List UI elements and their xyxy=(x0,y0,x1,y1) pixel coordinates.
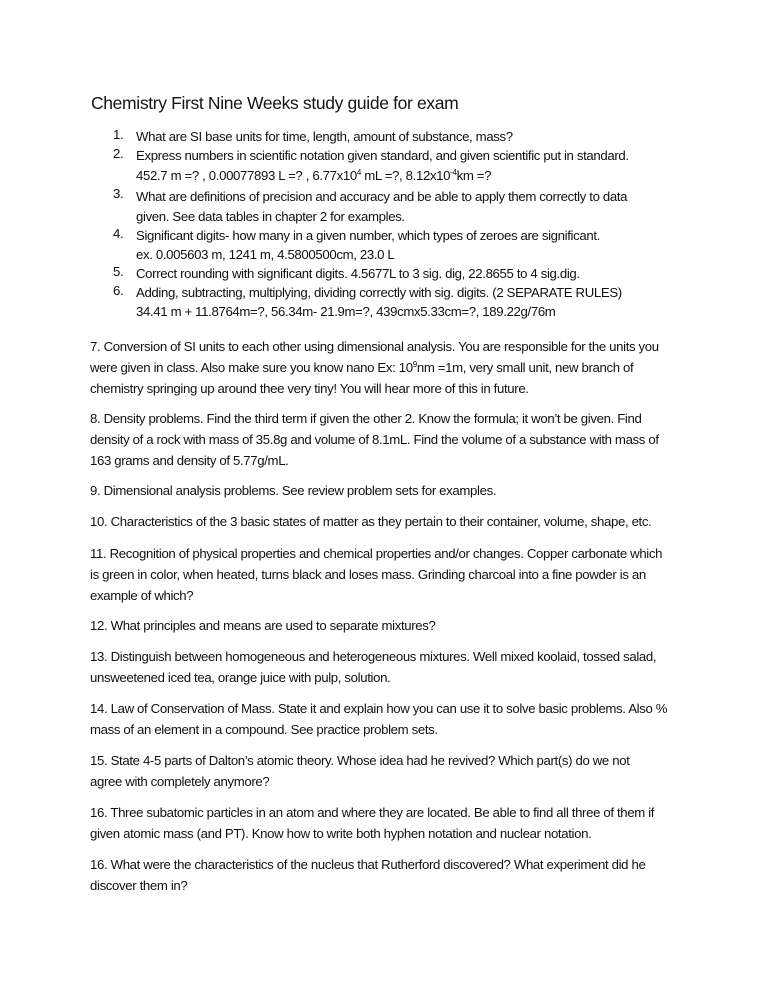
paragraph-16-subatomic xyxy=(90,802,654,844)
paragraph-line: given atomic mass (and PT). Know how to write both hyphen notation and nuclear notation. xyxy=(90,826,592,841)
list-number: 3. xyxy=(113,186,124,201)
paragraph-line: 8. Density problems. Find the third term if given the other 2. Know the formula; it won’t be given. Find xyxy=(90,411,642,426)
paragraph-line: 14. Law of Conservation of Mass. State it and explain how you can use it to solve basic problems. Also % xyxy=(90,701,668,716)
list-item-4 xyxy=(0,226,768,264)
paragraph-line: 12. What principles and means are used to separate mixtures? xyxy=(90,618,436,633)
paragraph-10 xyxy=(90,511,651,532)
text-run: nm =1m, very small unit, new branch of xyxy=(416,360,634,375)
list-item-2 xyxy=(0,146,768,186)
list-text: 34.41 m + 11.8764m=?, 56.34m- 21.9m=?, 439cmx5.33cm=?, 189.22g/76m xyxy=(136,304,556,319)
paragraph-line: 16. What were the characteristics of the nucleus that Rutherford discovered? What experiment did he xyxy=(90,857,646,872)
paragraph-line: discover them in? xyxy=(90,878,188,893)
paragraph-13 xyxy=(90,646,656,688)
list-item-1 xyxy=(0,127,768,146)
page-title: Chemistry First Nine Weeks study guide for exam xyxy=(91,93,459,113)
text-run: were given in class. Also make sure you know nano Ex: 10 xyxy=(90,360,413,375)
paragraph-line: mass of an element in a compound. See practice problem sets. xyxy=(90,722,438,737)
list-number: 1. xyxy=(113,127,124,142)
paragraph-line: unsweetened iced tea, orange juice with pulp, solution. xyxy=(90,670,391,685)
paragraph-line: density of a rock with mass of 35.8g and volume of 8.1mL. Find the volume of a substance with mass of xyxy=(90,432,659,447)
paragraph-line: 10. Characteristics of the 3 basic states of matter as they pertain to their container, volume, shape, etc. xyxy=(90,514,652,529)
list-text: Express numbers in scientific notation given standard, and given scientific put in standard. xyxy=(136,148,629,163)
superscript: 4 xyxy=(356,168,361,177)
paragraph-line: 163 grams and density of 5.77g/mL. xyxy=(90,453,289,468)
list-number: 2. xyxy=(113,146,124,161)
list-text: Significant digits- how many in a given number, which types of zeroes are significant. xyxy=(136,228,600,243)
paragraph-line: 11. Recognition of physical properties and chemical properties and/or changes. Copper carbonate which xyxy=(90,546,663,561)
paragraph-15 xyxy=(90,750,630,792)
list-number: 4. xyxy=(113,226,124,241)
paragraph-line: is green in color, when heated, turns black and loses mass. Grinding charcoal into a fine powder is an xyxy=(90,567,646,582)
paragraph-12 xyxy=(90,615,436,636)
numbered-list xyxy=(0,127,768,321)
list-text: What are definitions of precision and accuracy and be able to apply them correctly to data xyxy=(136,189,628,204)
list-text: What are SI base units for time, length, amount of substance, mass? xyxy=(136,129,513,144)
list-item-3 xyxy=(0,186,768,226)
paragraph-line: agree with completely anymore? xyxy=(90,774,270,789)
paragraph-9 xyxy=(90,480,496,501)
paragraph-line: 15. State 4-5 parts of Dalton’s atomic theory. Whose idea had he revived? Which part(s) do we not xyxy=(90,753,630,768)
text-run: mL =?, 8.12x10 xyxy=(360,168,451,183)
paragraph-line: chemistry springing up around thee very tiny! You will hear more of this in future. xyxy=(90,381,529,396)
paragraph-line: 13. Distinguish between homogeneous and heterogeneous mixtures. Well mixed koolaid, tossed salad, xyxy=(90,649,657,664)
list-text: Correct rounding with significant digits. 4.5677L to 3 sig. dig, 22.8655 to 4 sig.dig. xyxy=(136,266,580,281)
list-item-6 xyxy=(0,283,768,321)
list-item-5 xyxy=(0,264,768,283)
list-text: Adding, subtracting, multiplying, dividing correctly with sig. digits. (2 SEPARATE RULES) xyxy=(136,285,622,300)
list-number: 5. xyxy=(113,264,124,279)
text-run: 452.7 m =? , 0.00077893 L =? , 6.77x10 xyxy=(136,168,357,183)
paragraph-line: 7. Conversion of SI units to each other using dimensional analysis. You are responsible for the units you xyxy=(90,339,659,354)
text-run: km =? xyxy=(456,168,492,183)
list-number: 6. xyxy=(113,283,124,298)
paragraph-8 xyxy=(90,408,659,471)
paragraph-line: 9. Dimensional analysis problems. See review problem sets for examples. xyxy=(90,483,497,498)
paragraph-16-rutherford xyxy=(90,854,645,896)
list-text-examples xyxy=(0,165,768,186)
paragraph-14 xyxy=(90,698,667,740)
superscript: 9 xyxy=(412,360,417,369)
superscript: -4 xyxy=(450,168,457,177)
list-text: ex. 0.005603 m, 1241 m, 4.5800500cm, 23.0 L xyxy=(136,247,395,262)
paragraph-line: 16. Three subatomic particles in an atom and where they are located. Be able to find all three of them if xyxy=(90,805,655,820)
paragraph-line: example of which? xyxy=(90,588,194,603)
paragraph-line xyxy=(90,357,659,378)
list-text: given. See data tables in chapter 2 for examples. xyxy=(136,209,405,224)
paragraph-7 xyxy=(90,336,659,399)
paragraph-11 xyxy=(90,543,662,606)
